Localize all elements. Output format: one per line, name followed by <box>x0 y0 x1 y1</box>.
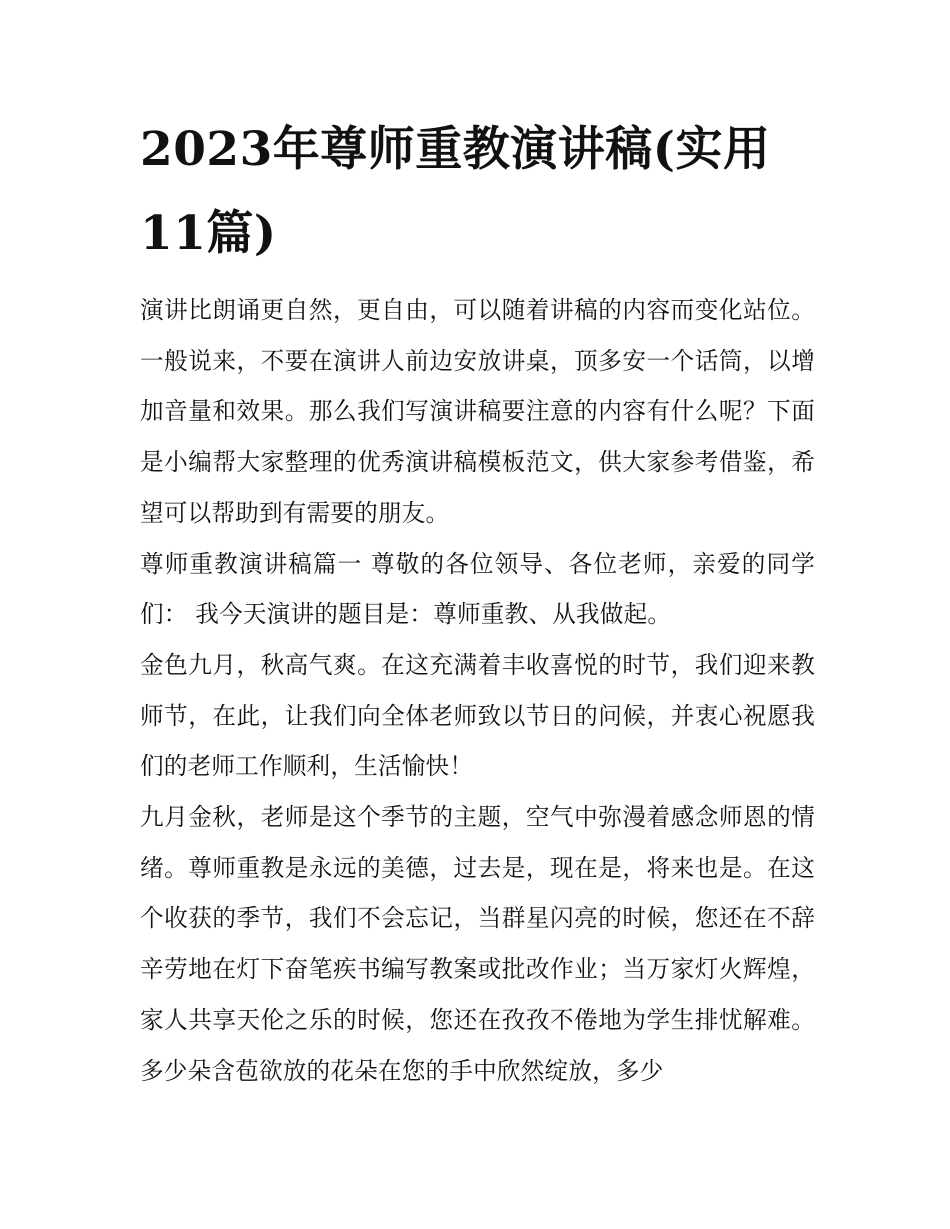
document-title: 2023年尊师重教演讲稿(实用11篇) <box>140 122 771 261</box>
paragraph-intro: 演讲比朗诵更自然，更自由，可以随着讲稿的内容而变化站位。一般说来，不要在演讲人前边安放讲桌，顶多安一个话筒，以增加音量和效果。那么我们写演讲稿要注意的内容有什么呢？下面是小编帮大家整理的优秀演讲稿模板范文，供大家参考借鉴，希望可以帮助到有需要的朋友。 <box>140 296 815 527</box>
document-page <box>140 108 815 1096</box>
paragraph-teachers-day: 金色九月，秋高气爽。在这充满着丰收喜悦的时节，我们迎来教师节，在此，让我们向全体老师致以节日的问候，并衷心祝愿我们的老师工作顺利，生活愉快！ <box>140 650 815 781</box>
paragraph-autumn: 九月金秋，老师是这个季节的主题，空气中弥漫着感念师恩的情绪。尊师重教是永远的美德，过去是，现在是，将来也是。在这个收获的季节，我们不会忘记，当群星闪亮的时候，您还在不辞辛劳地在灯下奋笔疾书编写教案或批改作业；当万家灯火辉煌，家人共享天伦之乐的时候，您还在孜孜不倦地为学生排忧解难。多少朵含苞欲放的花朵在您的手中欣然绽放，多少 <box>140 803 815 1085</box>
paragraph-greeting: 尊师重教演讲稿篇一 尊敬的各位领导、各位老师，亲爱的同学们： 我今天演讲的题目是：尊师重教、从我做起。 <box>140 549 815 629</box>
document-body <box>140 285 815 1096</box>
